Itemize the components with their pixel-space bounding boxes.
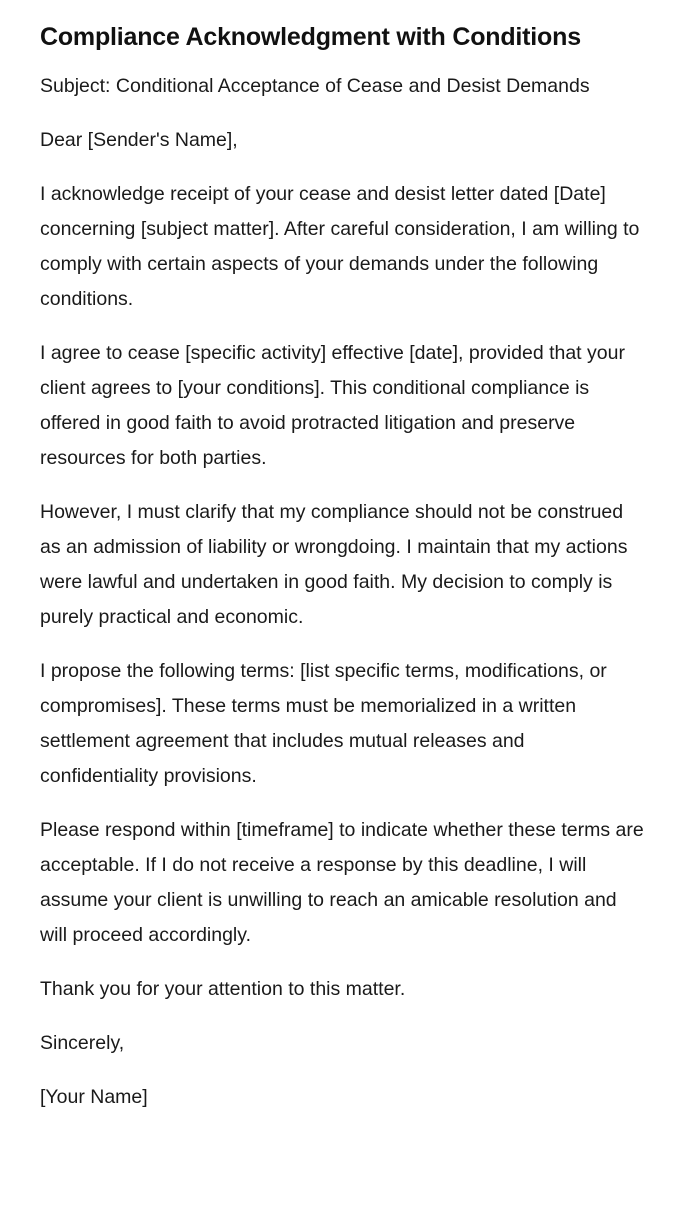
paragraph-salutation: Dear [Sender's Name],	[40, 129, 238, 152]
paragraph-subject: Subject: Conditional Acceptance of Cease and Desist Demands	[40, 75, 590, 98]
paragraph-closing: Sincerely,	[40, 1032, 125, 1055]
paragraph-thanks: Thank you for your attention to this matter.	[40, 978, 406, 1001]
paragraph-response-deadline: Please respond within [timeframe] to indicate whether these terms are acceptable. If I do not receive a response by this deadline, I will assume your client is unwilling to reach an amicable resolution and will proceed accordingly.	[40, 819, 644, 947]
paragraph-clarification: However, I must clarify that my compliance should not be construed as an admission of liability or wrongdoing. I maintain that my actions were lawful and undertaken in good faith. My decision to comply is purely practical and economic.	[40, 501, 628, 629]
paragraph-signature: [Your Name]	[40, 1086, 148, 1109]
paragraph-acknowledgment: I acknowledge receipt of your cease and desist letter dated [Date] concerning [subject matter]. After careful consideration, I am willing to comply with certain aspects of your demands under the following conditions.	[40, 183, 640, 311]
paragraph-proposed-terms: I propose the following terms: [list specific terms, modifications, or compromises]. These terms must be memorialized in a written settlement agreement that includes mutual releases and confidentiality provisions.	[40, 660, 607, 788]
paragraph-agreement: I agree to cease [specific activity] effective [date], provided that your client agrees to [your conditions]. This conditional compliance is offered in good faith to avoid protracted litigation and preserve resources for both parties.	[40, 342, 625, 470]
page-title: Compliance Acknowledgment with Conditions	[40, 23, 581, 51]
document-body	[40, 69, 652, 1115]
